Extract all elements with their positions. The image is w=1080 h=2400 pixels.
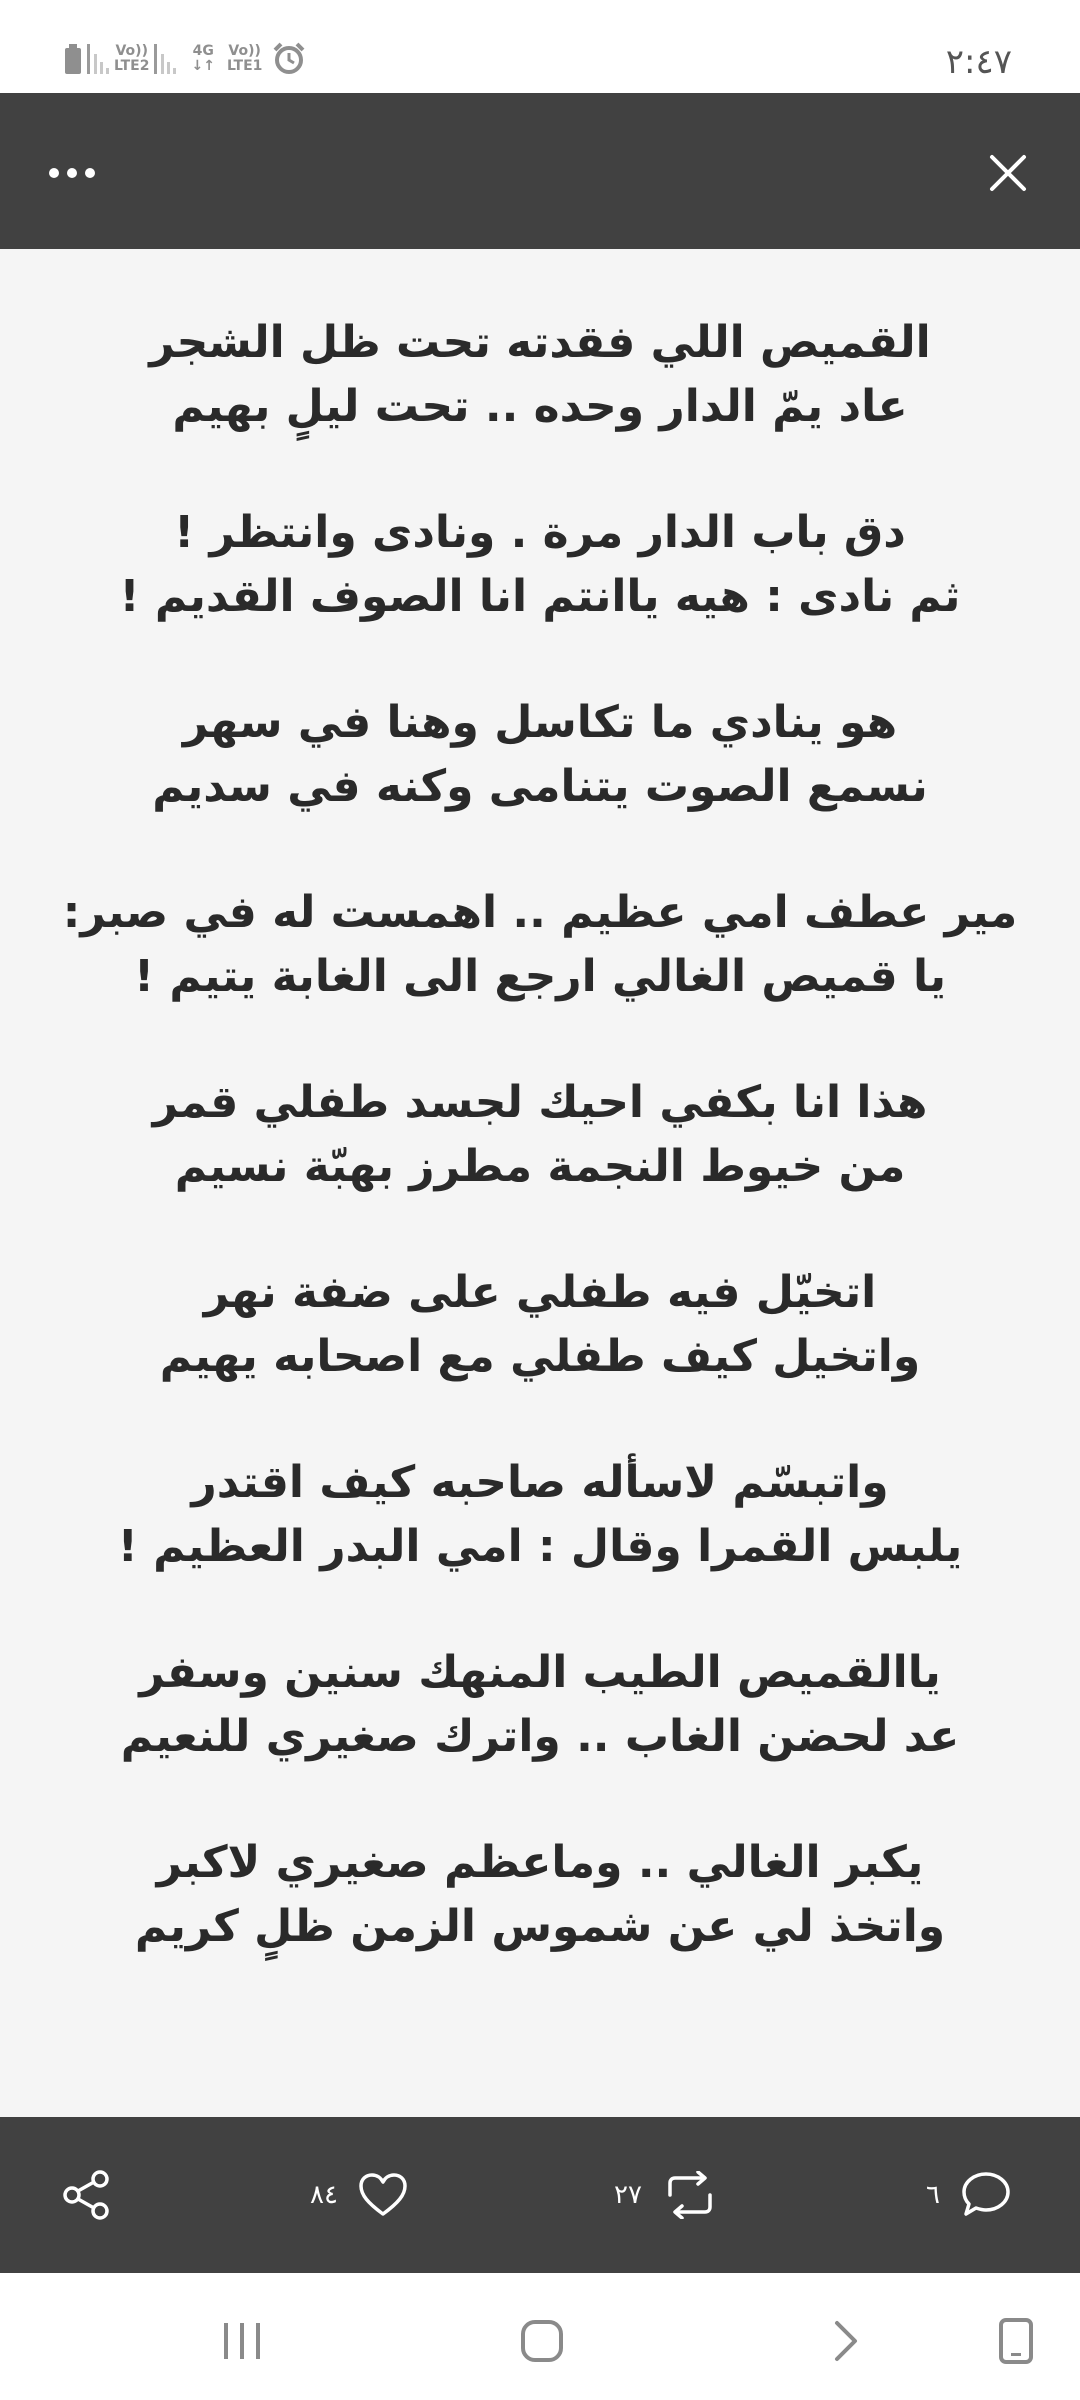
share-button[interactable] [60, 2167, 112, 2223]
stanza [0, 1071, 1080, 1199]
poem-line: يلبس القمرا وقال : امي البدر العظيم ! [117, 1521, 963, 1572]
alarm-icon [272, 42, 306, 76]
post-content [0, 249, 1080, 2117]
data-label-text: 4G [192, 43, 214, 59]
system-nav-bar [0, 2273, 1080, 2400]
poem-line: مير عطف امي عظيم .. اهمست له في صبر: [62, 887, 1018, 938]
repost-icon [662, 2171, 718, 2219]
stanza [0, 881, 1080, 1009]
top-bar [0, 93, 1080, 249]
poem-line: القميص اللي فقدته تحت ظل الشجر [149, 317, 931, 368]
comment-count: ٦ [926, 2180, 940, 2210]
stanza [0, 501, 1080, 629]
signal-icon [86, 44, 110, 74]
sim2-label [114, 44, 149, 74]
poem-line: هذا انا بكفي احيك لجسد طفلي قمر [152, 1077, 928, 1128]
heart-icon [358, 2172, 408, 2218]
home-icon [520, 2319, 564, 2363]
sim1-label-bottom: LTE1 [226, 58, 263, 74]
sim1-label [227, 44, 262, 74]
sim2-label-top: Vo)) [115, 43, 148, 59]
share-icon [60, 2169, 112, 2221]
status-bar [0, 0, 1080, 93]
battery-icon [64, 44, 82, 74]
poem-line: واتبسّم لاسأله صاحبه كيف اقتدر [191, 1457, 889, 1508]
clock: ٢:٤٧ [945, 42, 1012, 82]
like-count: ٨٤ [310, 2180, 338, 2210]
more-icon [48, 167, 96, 179]
more-options-button[interactable] [40, 141, 104, 205]
poem-line: دق باب الدار مرة . ونادى وانتظر ! [174, 507, 906, 558]
stanza [0, 1831, 1080, 1959]
stanza [0, 1451, 1080, 1579]
poem-line: واتخذ لي عن شموس الزمن ظلٍ كريم [134, 1901, 946, 1952]
recent-apps-button[interactable] [212, 2311, 272, 2371]
poem-line: واتخيل كيف طفلي مع اصحابه يهيم [159, 1331, 921, 1382]
poem-text [0, 311, 1080, 2021]
repost-count: ٢٧ [614, 2180, 642, 2210]
repost-button[interactable] [614, 2167, 718, 2223]
close-button[interactable] [976, 141, 1040, 205]
poem-line: يا قميص الغالي ارجع الى الغابة يتيم ! [133, 951, 947, 1002]
poem-line: عاد يمّ الدار وحده .. تحت ليلٍ بهيم [172, 381, 908, 432]
data-label [191, 44, 214, 74]
data-arrows-icon: ↓↑ [191, 58, 215, 74]
like-button[interactable] [310, 2167, 408, 2223]
phone-icon [998, 2317, 1034, 2365]
stanza [0, 1261, 1080, 1389]
poem-line: هو ينادي ما تكاسل وهنا في سهر [182, 697, 898, 748]
poem-line: اتخيّل فيه طفلي على ضفة نهر [203, 1267, 877, 1318]
stanza [0, 311, 1080, 439]
poem-line: يكبر الغالي .. وماعظم صغيري لاكبر [156, 1837, 924, 1888]
sim2-label-bottom: LTE2 [114, 58, 150, 74]
comment-button[interactable] [926, 2167, 1012, 2223]
phone-button[interactable] [986, 2311, 1046, 2371]
poem-line: ياالقميص الطيب المنهك سنين وسفر [139, 1647, 941, 1698]
status-icons [64, 42, 306, 76]
recent-apps-icon [220, 2321, 264, 2361]
comment-icon [960, 2170, 1012, 2220]
back-button[interactable] [816, 2311, 876, 2371]
sim1-label-top: Vo)) [228, 43, 261, 59]
poem-line: من خيوط النجمة مطرز بهبّة نسيم [174, 1141, 906, 1192]
poem-line: نسمع الصوت يتنامى وكنه في سديم [152, 761, 928, 812]
stanza [0, 691, 1080, 819]
signal-icon [153, 44, 177, 74]
poem-line: ثم نادى : هيه ياانتم انا الصوف القديم ! [119, 571, 961, 622]
post-actions-bar [0, 2117, 1080, 2273]
poem-line: عد لحضن الغاب .. واترك صغيري للنعيم [120, 1711, 960, 1762]
close-icon [989, 154, 1027, 192]
back-icon [831, 2319, 861, 2363]
stanza [0, 1641, 1080, 1769]
home-button[interactable] [512, 2311, 572, 2371]
